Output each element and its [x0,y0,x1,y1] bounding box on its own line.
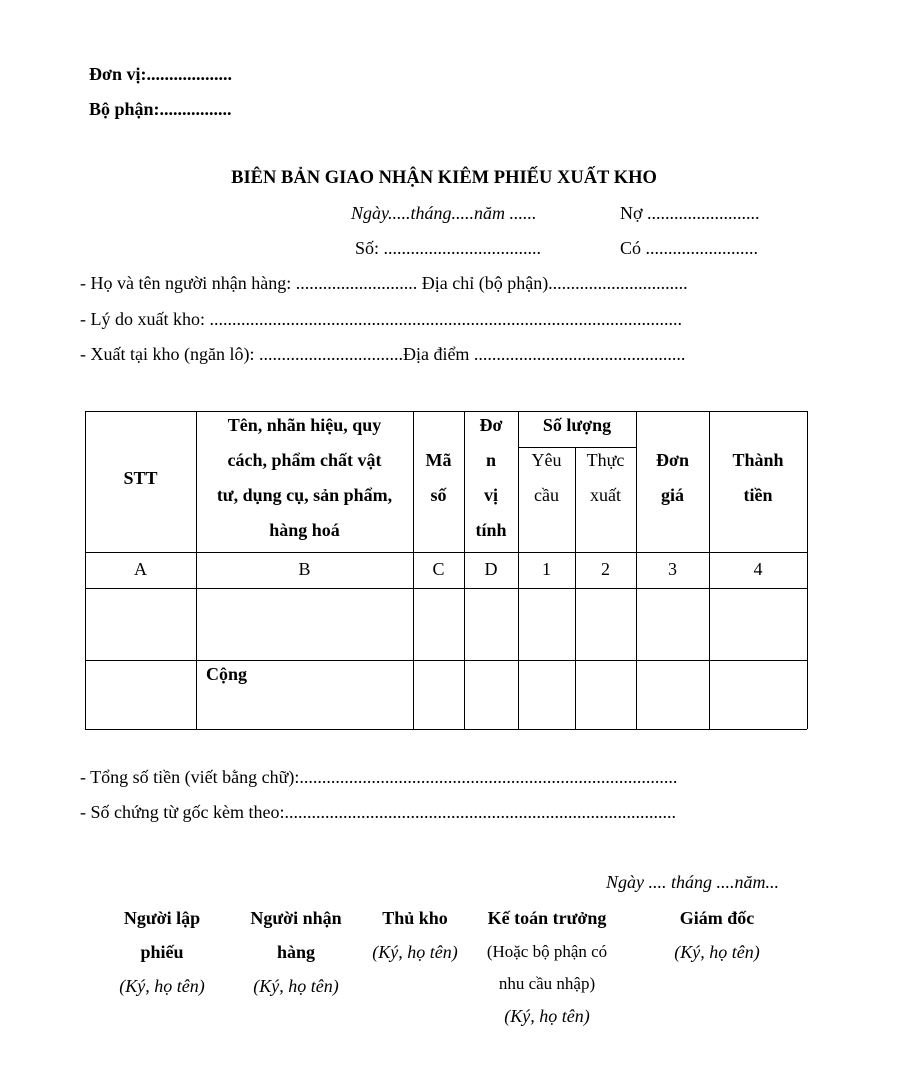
code-cell: 1 [542,559,551,579]
reason-line: - Lý do xuất kho: ......................................................................................................... [80,309,682,329]
signature-chief-accountant: Kế toán trưởng (Hoặc bộ phận có nhu cầu nhập) (Ký, họ tên) [486,908,608,1026]
signature-preparer: Người lập phiếu (Ký, họ tên) [119,908,205,996]
total-in-words-line: - Tổng số tiền (viết bằng chữ):.................................................................................... [80,767,678,787]
credit-field: Có ......................... [620,238,759,258]
signature-storekeeper: Thủ kho (Ký, họ tên) [372,908,458,962]
signature-director: Giám đốc (Ký, họ tên) [674,908,760,962]
attached-docs-line: - Số chứng từ gốc kèm theo:....................................................................................... [80,802,676,822]
table-border-top [85,411,807,412]
document-title: BIÊN BẢN GIAO NHẬN KIÊM PHIẾU XUẤT KHO [231,168,657,188]
table-border-bottom [85,729,807,730]
code-cell: 3 [668,559,677,579]
col-line [807,411,808,729]
header-actual: Thực xuất [586,450,625,505]
debit-field: Nợ ......................... [620,203,760,223]
number-field: Số: ................................... [355,238,542,258]
code-cell: C [432,559,445,579]
unit-field: Đơn vị:................... [89,64,232,84]
code-cell: B [298,559,311,579]
header-amount: Thành tiền [732,450,784,505]
code-cell: D [484,559,498,579]
header-name: Tên, nhãn hiệu, quy cách, phẩm chất vật tư, dụng cụ, sản phẩm, hàng hoá [216,415,393,540]
signature-receiver: Người nhận hàng (Ký, họ tên) [250,908,342,996]
receiver-line: - Họ và tên người nhận hàng: ........................... Địa chỉ (bộ phận)............................... [80,273,688,293]
total-row-label: Cộng [206,664,248,684]
code-cell: 2 [601,559,610,579]
code-cell: A [134,559,147,579]
header-unit-price: Đơn giá [656,450,689,505]
item-row-bottom-line [85,660,807,661]
department-field: Bộ phận:................ [89,99,232,119]
date-field: Ngày.....tháng.....năm ...... [351,203,537,223]
header-stt: STT [123,468,158,488]
warehouse-line: - Xuất tại kho (ngăn lô): ................................Địa điểm ............................................... [80,344,686,364]
header-unit: Đơ n vị tính [475,415,507,540]
code-cell: 4 [753,559,763,579]
header-quantity: Số lượng [542,415,612,435]
signature-date: Ngày .... tháng ....năm... [606,872,779,892]
code-row-bottom-line [85,588,807,589]
header-code: Mã số [425,450,452,505]
header-requested: Yêu cầu [531,450,562,505]
